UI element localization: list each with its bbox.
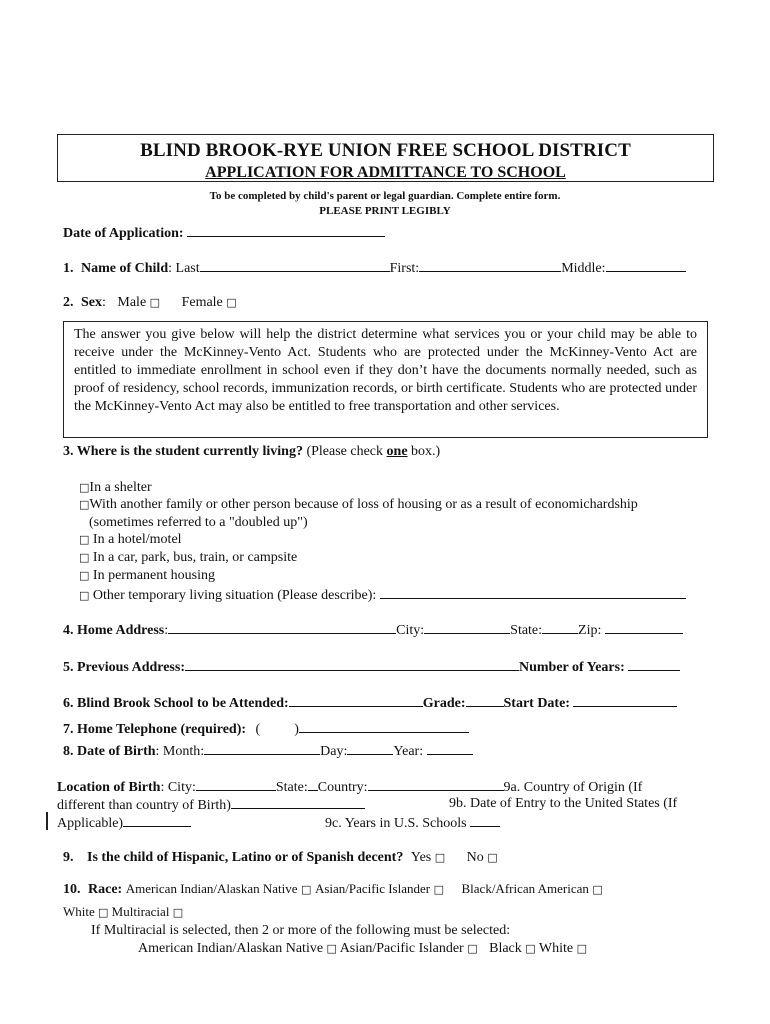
yes-checkbox[interactable]: □ [434,851,446,864]
applicable-row [57,814,191,832]
country-of-origin-row [57,796,365,814]
female-checkbox[interactable]: □ [226,296,237,309]
home-address-row [63,621,683,639]
previous-address-field[interactable] [185,658,519,671]
option-hotel[interactable] [79,532,182,548]
city-label: City: [396,623,425,638]
race-black-checkbox[interactable]: □ [592,883,603,896]
zip-field[interactable] [605,621,683,634]
sex-label: Sex [81,295,102,310]
city-field[interactable] [424,621,510,634]
applicable-label: Applicable) [57,816,124,831]
yes-label: Yes [410,850,432,865]
month-label: : Month: [155,744,205,759]
option-label: In a car, park, bus, train, or campsite [92,550,298,565]
date-of-entry-field[interactable] [123,814,191,827]
option-other[interactable] [79,586,686,604]
state-label: State: [510,623,543,638]
checkbox[interactable]: □ [79,498,90,511]
option-label: With another family or other person because of loss of housing or as a result of economichardship [89,497,638,512]
home-address-label: 4. Home Address [63,623,165,638]
mckinney-vento-notice: The answer you give below will help the district determine what services you or your child may be able to receive under the McKinney-Vento Act. Students who are protected under the McKinney-Vento Act are entitled to immediate enrollment in school even if they don’t have the documents normally needed, such as proof of residency, school records, immunization records, or birth certificate. Students who are protected under the McKinney-Vento Act may also be entitled to free transportation and other services. [63,321,708,438]
male-checkbox[interactable]: □ [149,296,161,309]
instructions-line-2: PLEASE PRINT LEGIBLY [319,205,451,217]
home-address-colon: : [164,623,169,638]
zip-label: Zip: [578,623,602,638]
home-telephone-label: 7. Home Telephone (required): [63,722,247,737]
checkbox[interactable]: □ [79,481,90,494]
female-label: Female [181,295,223,310]
sub-black-checkbox[interactable]: □ [525,942,536,955]
date-of-birth-row [63,742,473,760]
year-field[interactable] [427,742,473,755]
location-of-birth-label: Location of Birth [57,780,161,795]
option-doubled-up-note: (sometimes referred to a "doubled up") [89,515,308,530]
male-label: Male [117,295,147,310]
sub-white-label: White [538,941,574,956]
living-situation-question [63,444,440,460]
school-attended-field[interactable] [289,694,423,707]
race-multiracial-label: Multiracial [111,904,170,919]
sub-native-checkbox[interactable]: □ [326,942,337,955]
different-country-label: different than country of Birth) [57,798,231,813]
q10-number: 10. [63,882,81,897]
birth-state-field[interactable] [308,778,318,791]
country-of-origin-field[interactable] [231,796,365,809]
previous-address-row [63,658,680,676]
school-attended-label: 6. Blind Brook School to be Attended: [63,696,289,711]
birth-country-label: Country: [317,780,368,795]
school-attended-row [63,694,677,712]
race-white-checkbox[interactable]: □ [98,906,109,919]
race-asian-checkbox[interactable]: □ [433,883,444,896]
country-of-origin-label: 9a. Country of Origin (If [503,780,643,795]
state-field[interactable] [542,621,578,634]
grade-label: Grade: [422,696,466,711]
date-of-application-field[interactable] [187,224,385,237]
multiracial-note: If Multiracial is selected, then 2 or more of the following must be selected: [91,923,511,938]
race-asian-label: Asian/Pacific Islander [314,881,431,896]
home-telephone-row [63,720,469,738]
sub-native-label: American Indian/Alaskan Native [138,941,324,956]
living-situation-label: 3. Where is the student currently living? [63,444,303,459]
other-describe-field[interactable] [380,586,686,599]
race-multiracial-checkbox[interactable]: □ [172,906,184,919]
day-field[interactable] [347,742,393,755]
multiracial-options-row [138,941,587,957]
q9-number: 9. [63,850,74,865]
start-date-field[interactable] [573,694,677,707]
name-of-child-label: Name of Child [81,261,169,276]
home-telephone-field[interactable] [299,720,469,733]
race-white-label: White [63,904,95,919]
hispanic-row [63,850,498,866]
years-in-us-schools-row [325,814,500,832]
option-permanent[interactable] [79,568,215,584]
phone-close-paren: ) [294,722,299,737]
first-name-field[interactable] [419,259,561,272]
option-label: In a hotel/motel [92,532,182,547]
check-note-pre: (Please check [306,444,384,459]
middle-name-label: Middle: [561,261,606,276]
birth-city-field[interactable] [196,778,276,791]
check-note-post: box.) [411,444,441,459]
date-of-birth-label: 8. Date of Birth [63,744,156,759]
years-in-us-schools-field[interactable] [470,814,500,827]
number-of-years-label: Number of Years: [519,660,625,675]
form-title: APPLICATION FOR ADMITTANCE TO SCHOOL [205,164,566,181]
sub-white-checkbox[interactable]: □ [576,942,588,955]
birth-city-label: : City: [160,780,196,795]
first-name-label: First: [389,261,420,276]
option-label: Other temporary living situation (Please describe): [92,588,377,603]
year-label: Year: [393,744,424,759]
option-car-park[interactable] [79,550,297,566]
middle-name-field[interactable] [606,259,686,272]
no-checkbox[interactable]: □ [487,851,498,864]
option-label: In permanent housing [92,568,215,583]
hispanic-label: Is the child of Hispanic, Latino or of Spanish decent? [87,850,404,865]
race-label: Race: [88,882,123,897]
race-native-checkbox[interactable]: □ [301,883,312,896]
option-shelter[interactable] [79,480,152,496]
text-cursor [46,812,48,830]
location-of-birth-row [57,778,642,796]
grade-field[interactable] [466,694,504,707]
date-of-application-label: Date of Application: [63,226,184,241]
start-date-label: Start Date: [503,696,570,711]
form-header [57,134,714,182]
month-field[interactable] [204,742,320,755]
race-native-label: American Indian/Alaskan Native [125,881,298,896]
home-address-field[interactable] [168,621,396,634]
option-doubled-up[interactable] [79,497,638,513]
district-title: BLIND BROOK-RYE UNION FREE SCHOOL DISTRICT [140,140,631,161]
checkbox[interactable]: □ [79,551,90,564]
checkbox[interactable]: □ [79,533,90,546]
checkbox[interactable]: □ [79,569,90,582]
area-code-field[interactable] [260,721,294,733]
sub-asian-checkbox[interactable]: □ [467,942,478,955]
day-label: Day: [320,744,348,759]
q1-number: 1. [63,261,74,276]
checkbox[interactable]: □ [79,589,90,602]
previous-address-label: 5. Previous Address: [63,660,185,675]
number-of-years-field[interactable] [628,658,680,671]
sex-row: 2. Sex: Male □ Female □ [63,295,237,310]
option-label: In a shelter [89,480,152,495]
no-label: No [466,850,484,865]
q2-number: 2. [63,295,74,310]
race-row-2 [63,904,183,920]
years-in-us-schools-label: 9c. Years in U.S. Schools [325,816,467,831]
date-of-application-row [63,224,385,242]
last-name-label: : Last [168,261,200,276]
phone-open-paren: ( [255,722,261,737]
date-of-entry-label: 9b. Date of Entry to the United States (If [449,796,678,811]
check-note-emphasis: one [386,444,408,459]
sub-asian-label: Asian/Pacific Islander [339,941,464,956]
birth-country-field[interactable] [368,778,504,791]
race-row [63,881,603,898]
name-of-child-row [63,259,686,277]
sub-black-label: Black [489,941,522,956]
birth-state-label: State: [275,780,308,795]
last-name-field[interactable] [200,259,390,272]
instructions-line-1: To be completed by child's parent or legal guardian. Complete entire form. [209,190,561,202]
race-black-label: Black/African American [461,881,589,896]
